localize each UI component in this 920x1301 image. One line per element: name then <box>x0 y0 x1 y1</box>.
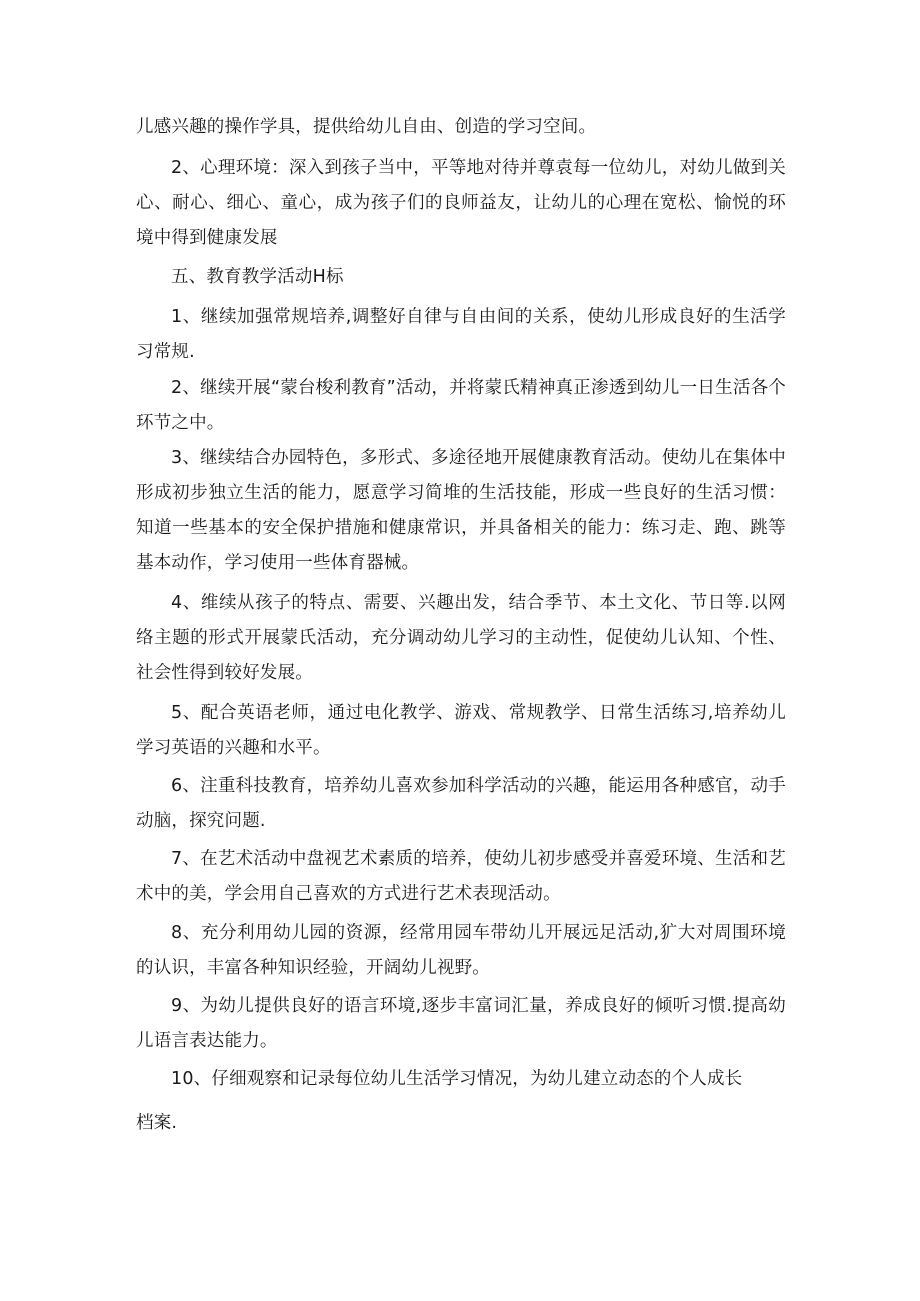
goal-item-10-continuation: 档案. <box>136 1113 178 1133</box>
goal-item-1: 1、继续加强常规培养,调整好自律与自由间的关系，使幼儿形成良好的生活学习常规. <box>136 307 786 362</box>
paragraph-intro-continuation: 儿感兴趣的操作学具，提供给幼儿自由、创造的学习空间。 <box>136 117 597 137</box>
section-heading-teaching-goals: 五、教育教学活动H标 <box>171 267 344 287</box>
goal-item-7: 7、在艺术活动中盘视艺术素质的培养，使幼儿初步感受并喜爱环境、生活和艺术中的美，学会用自己喜欢的方式进行艺术表现活动。 <box>136 849 786 904</box>
paragraph-psychological-environment: 2、心理环境：深入到孩子当中，平等地对待并尊袁每一位幼儿，对幼儿做到关心、耐心、细心、童心，成为孩子们的良师益友，让幼儿的心理在宽松、愉悦的环境中得到健康发展 <box>136 158 786 248</box>
goal-item-3: 3、继续结合办园特色，多形式、多途径地开展健康教育活动。使幼儿在集体中形成初步独立生活的能力，愿意学习简堆的生活技能，形成一些良好的生活习惯：知道一些基本的安全保护措施和健康常识，并具备相关的能力：练习走、跑、跳等基本动作，学习使用一些体育器械。 <box>136 448 786 573</box>
goal-item-5: 5、配合英语老师，通过电化教学、游戏、常规教学、日常生活练习,培养幼儿学习英语的兴趣和水平。 <box>136 703 786 758</box>
goal-item-8: 8、充分利用幼儿园的资源，经常用园车带幼儿开展远足活动,犷大对周围环境的认识，丰富各种知识经验，开阔幼儿视野。 <box>136 923 786 978</box>
goal-item-9: 9、为幼儿提供良好的语言环境,逐步丰富词汇量，养成良好的倾听习惯.提高幼儿语言表达能力。 <box>136 996 786 1051</box>
goal-item-4: 4、维续从孩子的特点、需要、兴趣出发，结合季节、本土文化、节日等.以网络主题的形式开展蒙氏活动，充分调动幼儿学习的主动性，促使幼儿认知、个性、社会性得到较好发展。 <box>136 593 786 683</box>
goal-item-6: 6、注重科技教育，培养幼儿喜欢参加科学活动的兴趣，能运用各种感官，动手动脑，探究问题. <box>136 776 786 831</box>
goal-item-2: 2、继续开展“蒙台梭利教育”活动，并将蒙氏精神真正渗透到幼儿一日生活各个环节之中。 <box>136 378 786 433</box>
goal-item-10: 10、仔细观察和记录每位幼儿生活学习情况，为幼儿建立动态的个人成长 <box>171 1069 743 1089</box>
